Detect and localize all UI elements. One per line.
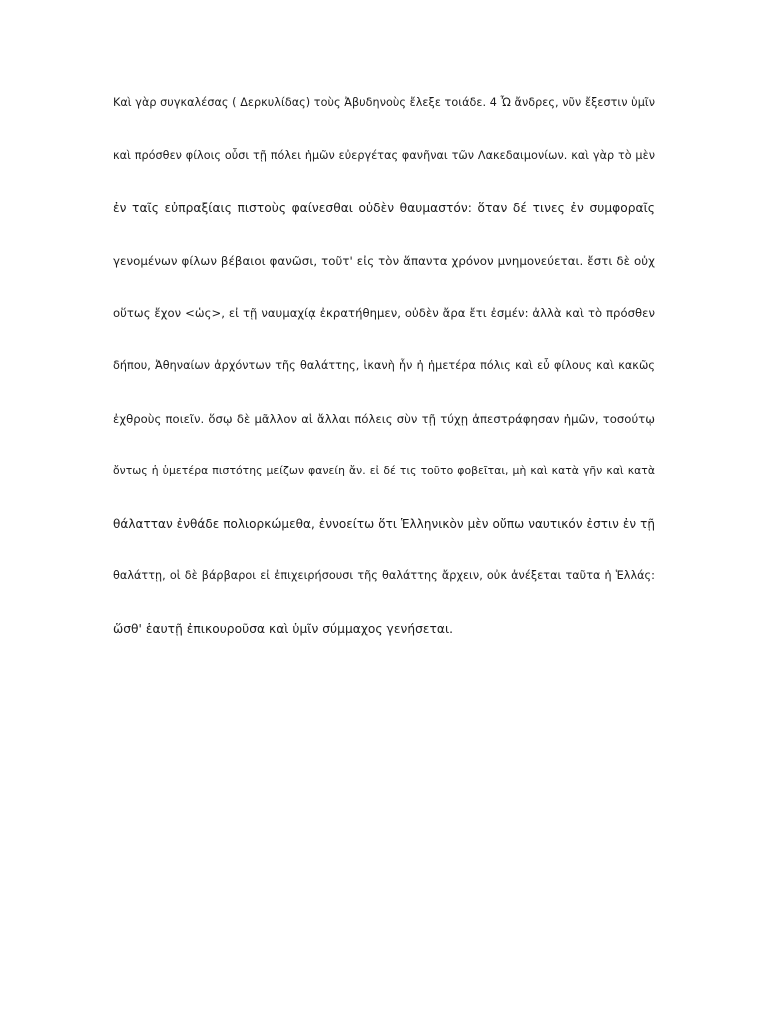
text-line-1: Καὶ γὰρ συγκαλέσας ( Δερκυλίδας) τοὺς Ἀβυδηνοὺς ἔλεξε τοιάδε. 4 Ὦ ἄνδρες, νῦν ἔξεστιν ὑμῖν bbox=[113, 96, 655, 109]
text-line-2: καὶ πρόσθεν φίλοις οὖσι τῇ πόλει ἡμῶν εὐεργέτας φανῆναι τῶν Λακεδαιμονίων. καὶ γὰρ τὸ μὲν bbox=[113, 148, 655, 162]
text-line-10: θαλάττῃ, οἱ δὲ βάρβαροι εἰ ἐπιχειρήσουσι τῆς θαλάττης ἄρχειν, οὐκ ἀνέξεται ταῦτα ἡ Ἑλλάς: bbox=[113, 569, 655, 583]
text-line-6: δήπου, Ἀθηναίων ἀρχόντων τῆς θαλάττης, ἱκανὴ ἦν ἡ ἡμετέρα πόλις καὶ εὖ φίλους καὶ κακῶς bbox=[113, 358, 655, 372]
text-line-4: γενομένων φίλων βέβαιοι φανῶσι, τοῦτ' εἰς τὸν ἅπαντα χρόνον μνημονεύεται. ἔστι δὲ οὐχ bbox=[113, 253, 655, 268]
text-line-11: ὥσθ' ἑαυτῇ ἐπικουροῦσα καὶ ὑμῖν σύμμαχος γενήσεται. bbox=[113, 621, 454, 636]
text-line-8: ὄντως ἡ ὑμετέρα πιστότης μείζων φανείη ἄν. εἰ δέ τις τοῦτο φοβεῖται, μὴ καὶ κατὰ γῆν καὶ κατὰ bbox=[113, 464, 655, 478]
text-line-9: θάλατταν ἐνθάδε πολιορκώμεθα, ἐννοείτω ὅτι Ἑλληνικὸν μὲν οὔπω ναυτικόν ἐστιν ἐν τῇ bbox=[113, 516, 655, 531]
text-line-7: ἐχθροὺς ποιεῖν. ὅσῳ δὲ μᾶλλον αἱ ἄλλαι πόλεις σὺν τῇ τύχῃ ἀπεστράφησαν ἡμῶν, τοσούτῳ bbox=[113, 411, 655, 426]
text-line-3: ἐν ταῖς εὐπραξίαις πιστοὺς φαίνεσθαι οὐδὲν θαυμαστόν: ὅταν δέ τινες ἐν συμφοραῖς bbox=[113, 201, 655, 216]
greek-text-paragraph bbox=[113, 90, 655, 669]
text-line-5: οὕτως ἔχον <ὡς>, εἰ τῇ ναυμαχίᾳ ἐκρατήθημεν, οὐδὲν ἄρα ἔτι ἐσμέν: ἀλλὰ καὶ τὸ πρόσθεν bbox=[113, 306, 655, 321]
